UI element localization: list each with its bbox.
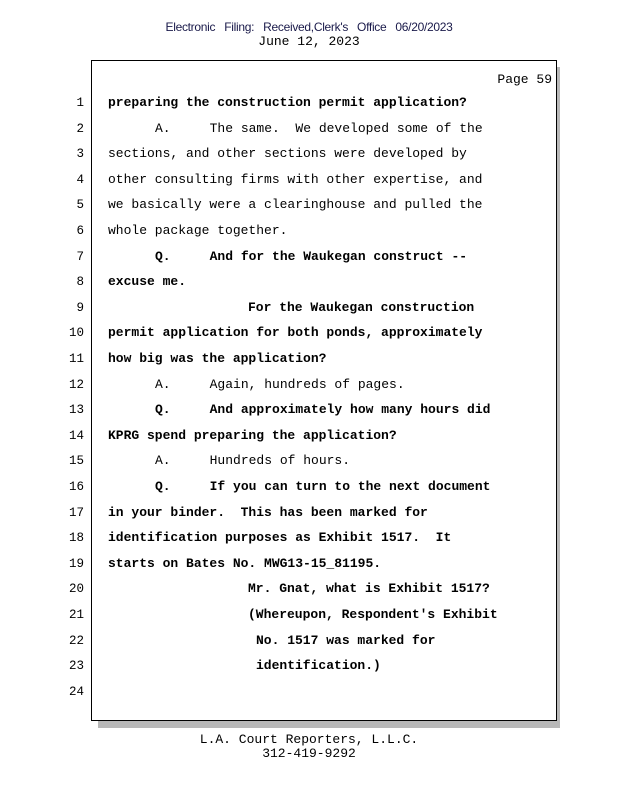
line-number: 17: [68, 505, 84, 520]
transcript-line: other consulting firms with other expertise, and: [108, 171, 483, 187]
line-number: 1: [76, 96, 84, 110]
line-number: 4: [76, 172, 84, 187]
court-reporter-phone: 312-419-9292: [262, 746, 356, 761]
filing-stamp: Electronic Filing: Received,Clerk's Office 06/20/2023: [165, 20, 453, 34]
transcript-date: June 12, 2023: [258, 34, 360, 49]
transcript-line: excuse me.: [108, 274, 187, 290]
line-number: 14: [68, 428, 84, 443]
line-number: 3: [76, 147, 84, 162]
transcript-line: Mr. Gnat, what is Exhibit 1517?: [248, 581, 490, 597]
transcript-line: sections, and other sections were developed by: [108, 146, 467, 162]
line-number: 2: [76, 121, 84, 136]
transcript-line: how big was the application?: [108, 351, 327, 366]
transcript-line: identification purposes as Exhibit 1517. It: [108, 530, 452, 546]
transcript-line: we basically were a clearinghouse and pulled the: [108, 197, 483, 213]
line-number: 21: [68, 608, 84, 622]
footer: [0, 733, 618, 761]
line-number: 10: [68, 326, 84, 341]
line-number: 24: [68, 684, 84, 699]
line-number: 11: [68, 352, 84, 366]
line-number: 22: [68, 633, 84, 648]
line-number: 8: [76, 275, 84, 290]
court-reporter-name: L.A. Court Reporters, L.L.C.: [199, 732, 419, 747]
line-number: 12: [68, 377, 84, 392]
line-number: 23: [68, 659, 84, 674]
transcript-line: A. Again, hundreds of pages.: [155, 376, 405, 392]
line-number: 7: [76, 249, 84, 264]
transcript-line: preparing the construction permit application?: [108, 95, 467, 110]
line-number: 18: [68, 531, 84, 546]
transcript-line: KPRG spend preparing the application?: [108, 427, 397, 443]
line-number: 9: [76, 300, 84, 315]
transcript-line: whole package together.: [108, 223, 288, 238]
transcript-line: No. 1517 was marked for: [256, 632, 436, 648]
transcript-line: in your binder. This has been marked for: [108, 504, 428, 520]
transcript-line: Q. And for the Waukegan construct --: [155, 248, 468, 264]
line-number: 19: [68, 556, 84, 571]
line-number: 6: [76, 224, 84, 238]
line-number: 20: [68, 582, 84, 597]
line-number: 13: [68, 403, 84, 418]
line-number: 5: [76, 198, 84, 213]
line-number: 15: [68, 454, 84, 469]
transcript-line: (Whereupon, Respondent's Exhibit: [248, 607, 498, 622]
transcript-line: A. Hundreds of hours.: [155, 453, 351, 469]
transcript-line: identification.): [256, 658, 381, 674]
transcript-line: starts on Bates No. MWG13-15_81195.: [108, 555, 382, 571]
page-number: Page 59: [497, 72, 552, 87]
transcript-line: A. The same. We developed some of the: [155, 120, 483, 136]
transcript-line: permit application for both ponds, approximately: [108, 325, 483, 341]
transcript-line: For the Waukegan construction: [248, 299, 475, 315]
line-number: 16: [68, 480, 84, 494]
transcript-line: Q. And approximately how many hours did: [155, 402, 491, 418]
transcript-line: Q. If you can turn to the next document: [155, 479, 491, 494]
